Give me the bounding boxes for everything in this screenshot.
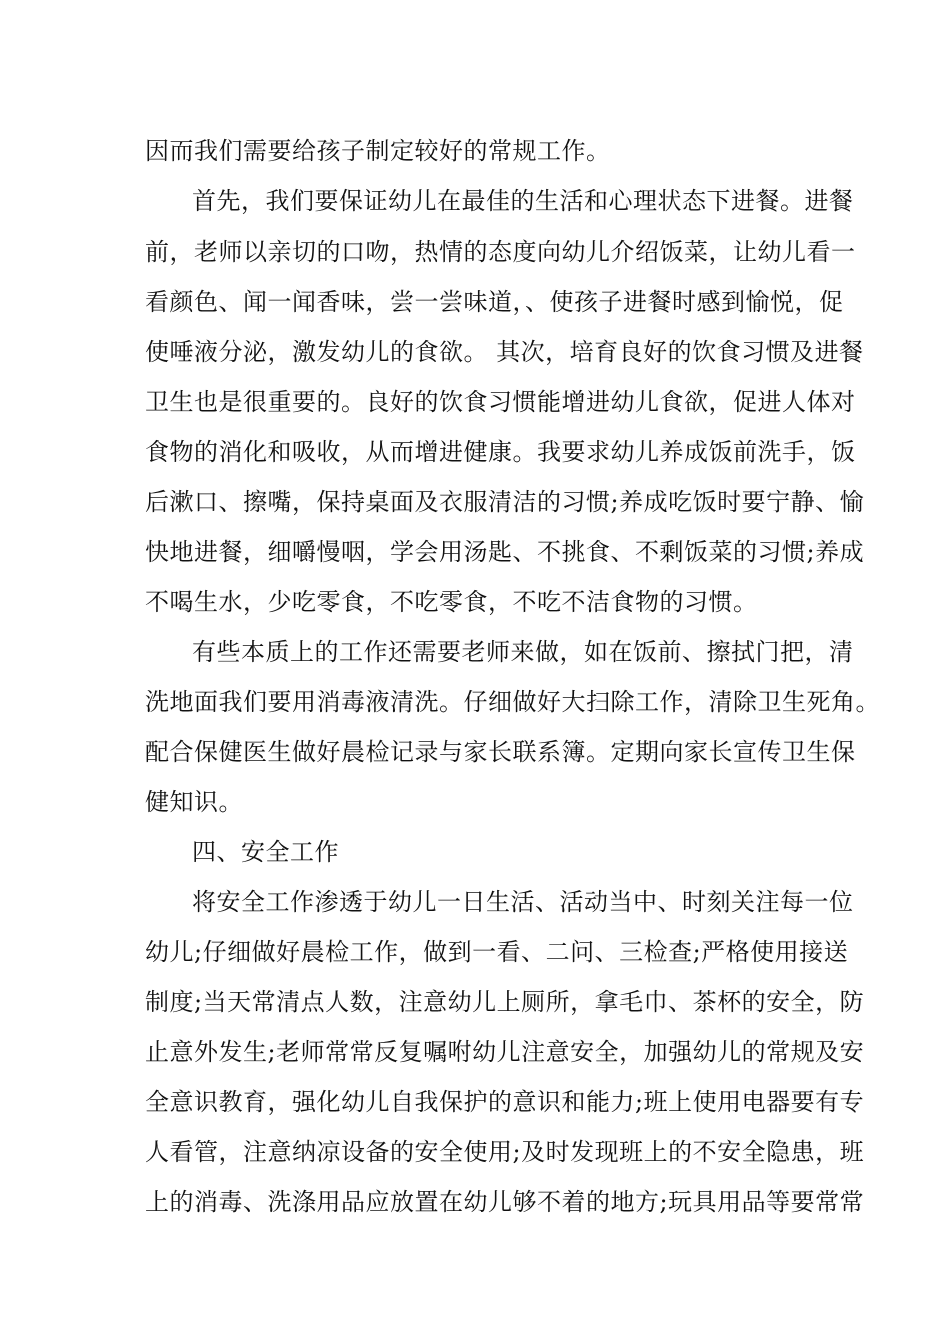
text-line: 将安全工作渗透于幼儿一日生活、活动当中、时刻关注每一位: [192, 888, 854, 916]
text-line: 后漱口、擦嘴，保持桌面及衣服清洁的习惯;养成吃饭时要宁静、愉: [145, 488, 865, 516]
text-line: 全意识教育，强化幼儿自我保护的意识和能力;班上使用电器要有专: [145, 1088, 865, 1116]
text-line: 卫生也是很重要的。良好的饮食习惯能增进幼儿食欲，促进人体对: [145, 388, 856, 416]
text-line: 因而我们需要给孩子制定较好的常规工作。: [145, 137, 611, 165]
text-line: 食物的消化和吸收，从而增进健康。我要求幼儿养成饭前洗手，饭: [145, 438, 856, 466]
text-line: 洗地面我们要用消毒液清洗。仔细做好大扫除工作，清除卫生死角。: [145, 688, 880, 716]
text-line: 使唾液分泌，激发幼儿的食欲。 其次，培育良好的饮食习惯及进餐: [145, 338, 864, 366]
text-line: 幼儿;仔细做好晨检工作，做到一看、二问、三检查;严格使用接送: [145, 938, 849, 966]
text-line: 配合保健医生做好晨检记录与家长联系簿。定期向家长宣传卫生保: [145, 738, 856, 766]
text-line: 首先，我们要保证幼儿在最佳的生活和心理状态下进餐。进餐: [192, 187, 854, 215]
text-line: 止意外发生;老师常常反复嘱咐幼儿注意安全，加强幼儿的常规及安: [145, 1038, 865, 1066]
text-line: 上的消毒、洗涤用品应放置在幼儿够不着的地方;玩具用品等要常常: [145, 1188, 865, 1216]
text-line: 有些本质上的工作还需要老师来做，如在饭前、擦拭门把，清: [192, 638, 854, 666]
text-line: 健知识。: [145, 788, 243, 816]
text-line: 看颜色、闻一闻香味，尝一尝味道，、使孩子进餐时感到愉悦，促: [145, 288, 844, 316]
text-line: 快地进餐，细嚼慢咽，学会用汤匙、不挑食、不剩饭菜的习惯;养成: [145, 538, 865, 566]
text-line: 前，老师以亲切的口吻，热情的态度向幼儿介绍饭菜，让幼儿看一: [145, 238, 856, 266]
text-line: 人看管，注意纳凉设备的安全使用;及时发现班上的不安全隐患，班: [145, 1138, 865, 1166]
text-line: 不喝生水，少吃零食，不吃零食，不吃不洁食物的习惯。: [145, 588, 758, 616]
text-line: 制度;当天常清点人数，注意幼儿上厕所，拿毛巾、茶杯的安全，防: [145, 988, 865, 1016]
section-heading: 四、安全工作: [192, 838, 339, 866]
